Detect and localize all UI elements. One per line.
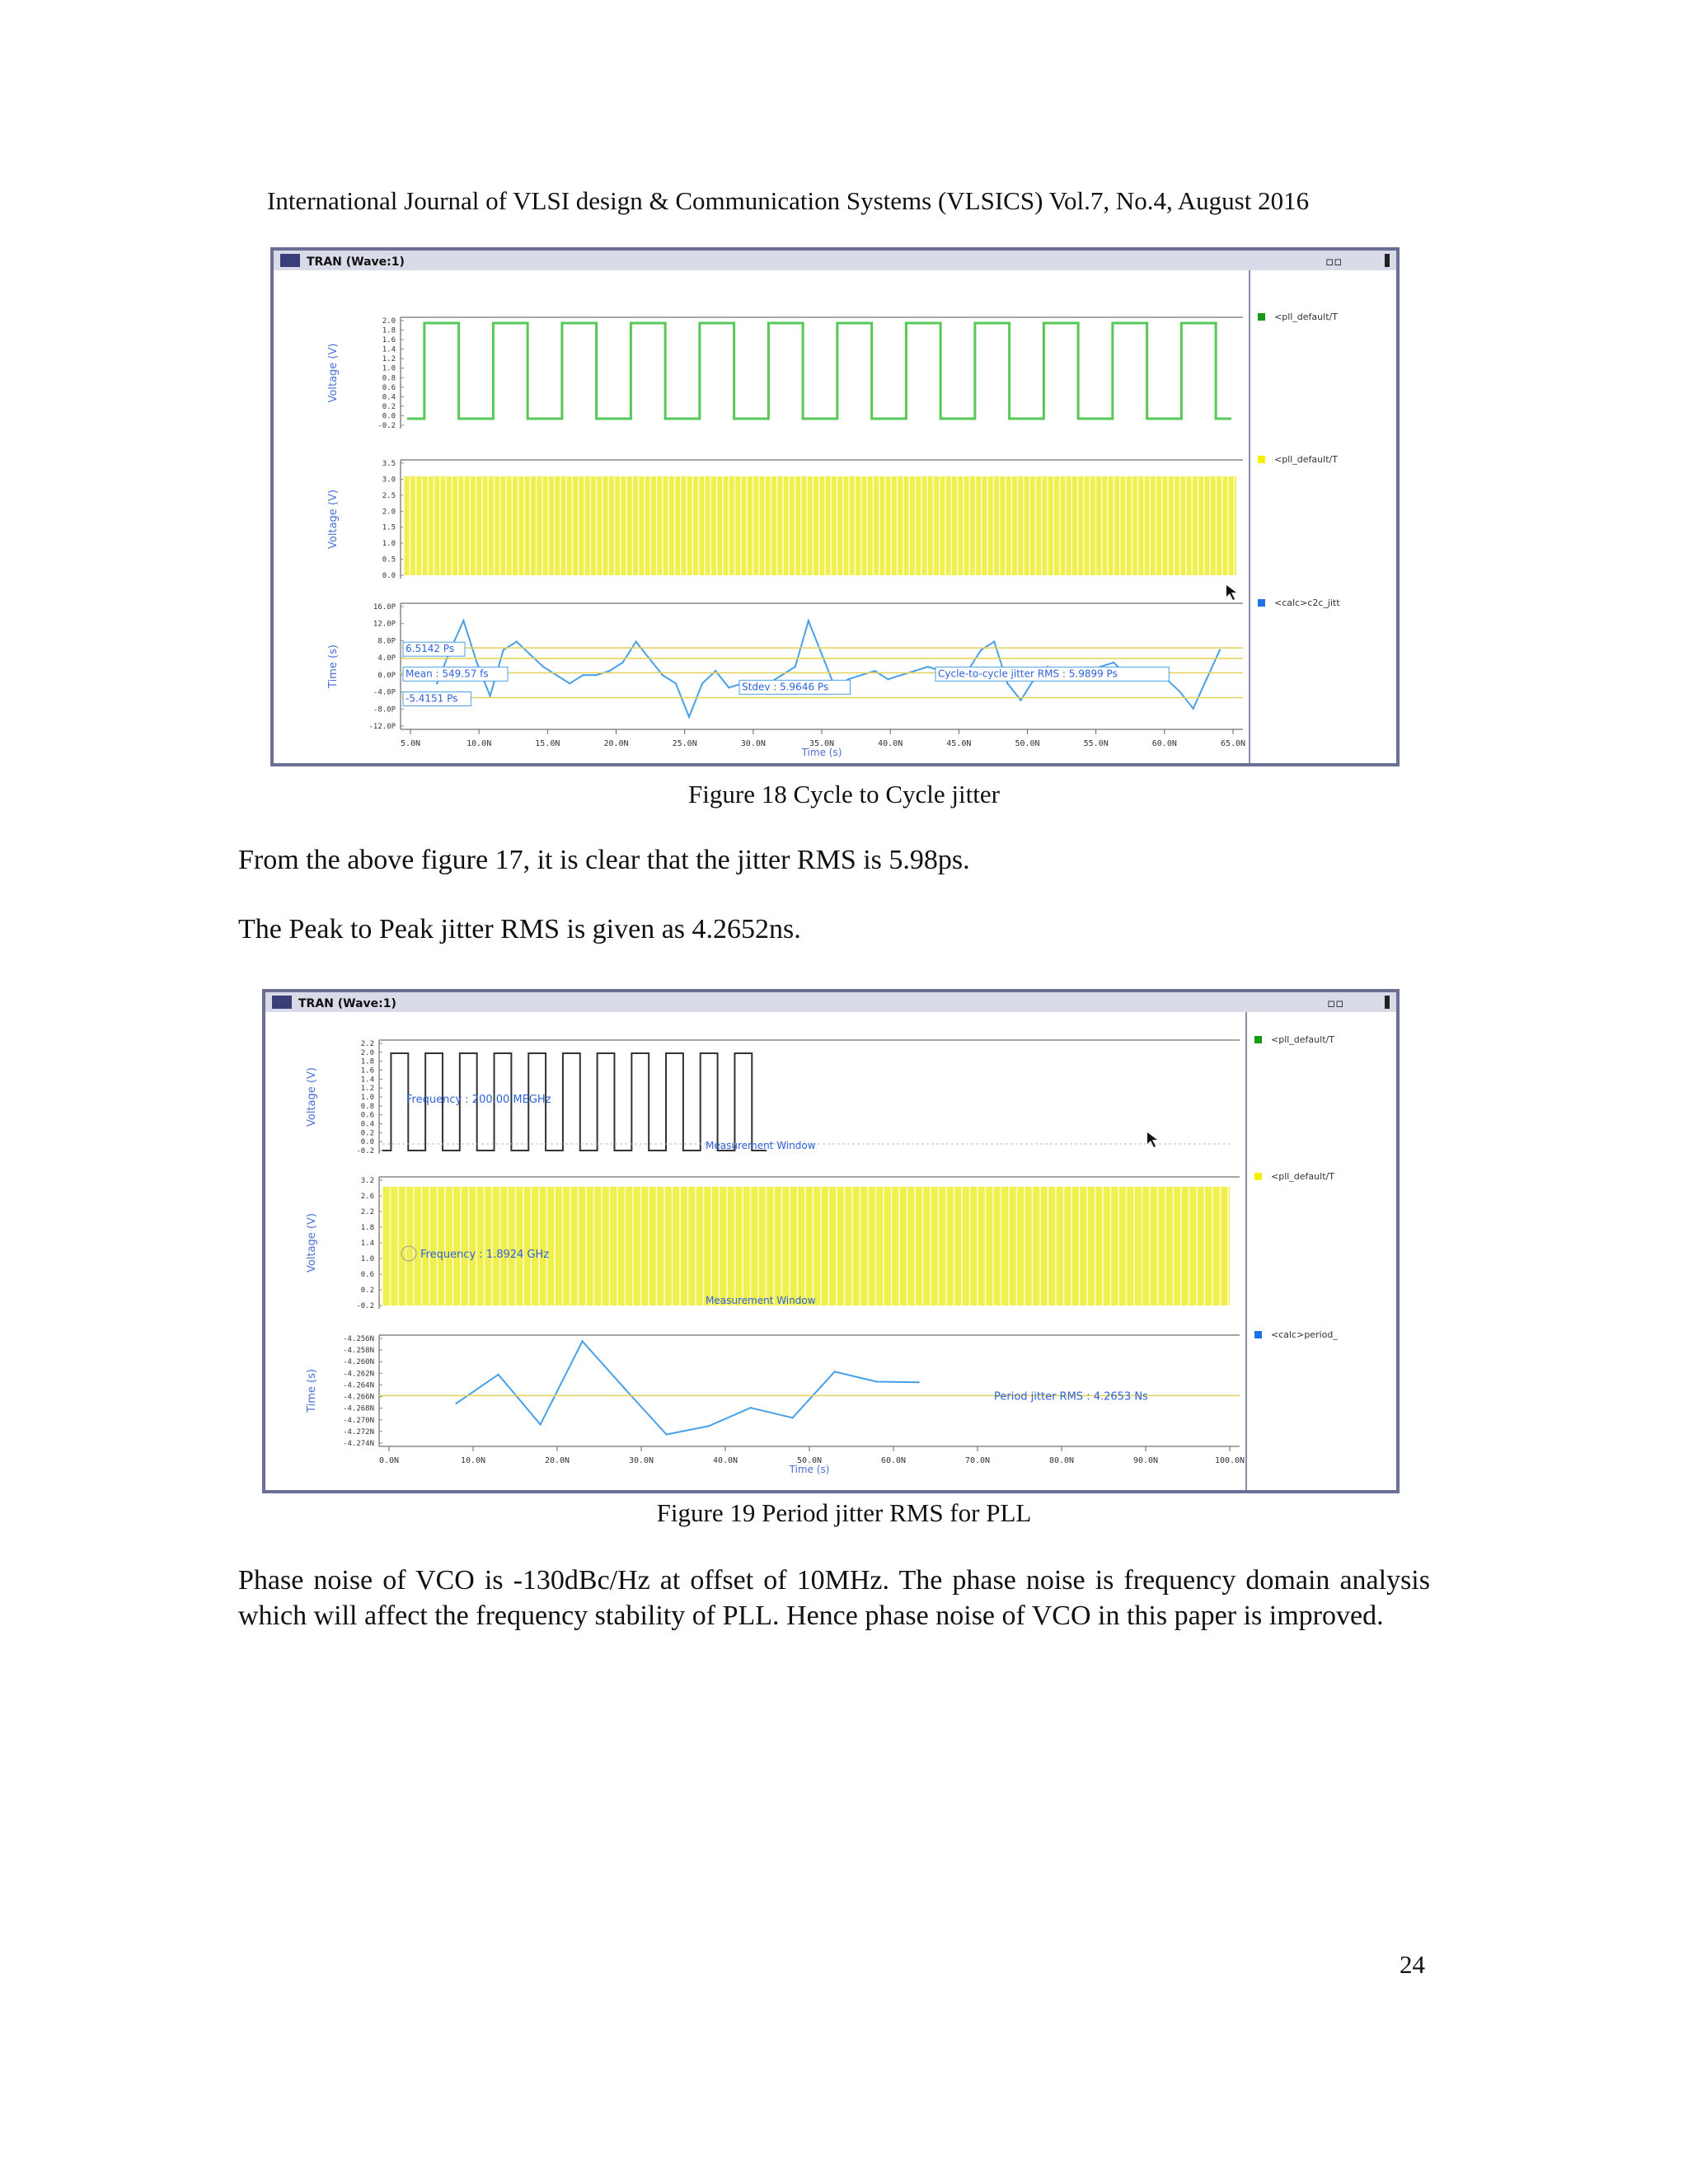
frequency-label: Frequency : 200.00 MEGHz bbox=[406, 1094, 551, 1106]
y-tick-label: 1.2 bbox=[360, 1085, 374, 1094]
y-tick-label: -4.274N bbox=[343, 1440, 374, 1448]
y-tick-label: 1.0 bbox=[382, 364, 396, 373]
annotation-mean: Mean : 549.57 fs bbox=[406, 668, 489, 680]
data-point bbox=[476, 662, 477, 663]
app-icon bbox=[272, 996, 292, 1009]
data-point bbox=[1113, 662, 1114, 663]
y-tick-label: 1.4 bbox=[360, 1076, 374, 1085]
y-tick-label: 0.6 bbox=[382, 383, 396, 392]
y-tick-label: -4.272N bbox=[343, 1427, 374, 1436]
data-point bbox=[489, 695, 490, 696]
legend-label: <pll_default/T bbox=[1271, 1171, 1334, 1182]
paragraph-2: The Peak to Peak jitter RMS is given as 4.2652ns. bbox=[238, 914, 801, 944]
data-point bbox=[1206, 678, 1207, 680]
title-bar bbox=[265, 992, 1396, 1012]
data-point bbox=[529, 654, 531, 655]
close-icon[interactable] bbox=[1385, 996, 1390, 1009]
y-tick-label: 2.2 bbox=[360, 1040, 374, 1048]
x-axis-label: Time (s) bbox=[801, 747, 842, 758]
data-point bbox=[635, 640, 636, 642]
x-tick-label: 15.0N bbox=[535, 739, 560, 748]
y-tick-label: 1.0 bbox=[360, 1094, 374, 1102]
legend-swatch bbox=[1254, 1173, 1262, 1180]
annotation-stdev: Stdev : 5.9646 Ps bbox=[742, 681, 829, 693]
y-tick-label: 0.6 bbox=[360, 1271, 374, 1279]
data-point bbox=[675, 682, 677, 684]
x-tick-label: 10.0N bbox=[467, 739, 492, 748]
window-title: TRAN (Wave:1) bbox=[298, 997, 396, 1010]
data-point bbox=[1193, 708, 1194, 710]
data-point bbox=[728, 687, 729, 688]
y-tick-label: -4.270N bbox=[343, 1416, 374, 1425]
y-tick-label: 3.2 bbox=[360, 1177, 374, 1185]
data-point bbox=[821, 654, 823, 655]
y-tick-label: 1.5 bbox=[382, 523, 396, 532]
annotation-rms: Period jitter RMS : 4.2653 Ns bbox=[994, 1390, 1148, 1404]
x-tick-label: 35.0N bbox=[809, 739, 835, 748]
data-point bbox=[833, 1371, 835, 1372]
y-tick-label: 0.0 bbox=[360, 1138, 374, 1147]
legend-swatch bbox=[1258, 313, 1265, 321]
x-tick-label: 60.0N bbox=[880, 1456, 907, 1465]
data-point bbox=[860, 674, 862, 676]
legend-label: <pll_default/T bbox=[1274, 312, 1338, 322]
legend-swatch bbox=[1254, 1036, 1262, 1043]
y-tick-label: -0.2 bbox=[356, 1147, 374, 1155]
y-axis-label: Time (s) bbox=[306, 1369, 318, 1413]
data-point bbox=[539, 1423, 541, 1425]
y-tick-label: 1.2 bbox=[382, 355, 396, 364]
data-point bbox=[581, 1340, 583, 1342]
data-point bbox=[556, 674, 557, 676]
window-title: TRAN (Wave:1) bbox=[307, 255, 405, 269]
data-point bbox=[569, 682, 570, 684]
page-number: 24 bbox=[1400, 1950, 1425, 1979]
data-point bbox=[455, 1403, 457, 1404]
y-axis-label: Time (s) bbox=[327, 644, 340, 688]
y-tick-label: -0.2 bbox=[356, 1302, 374, 1310]
data-point bbox=[875, 1380, 877, 1382]
y-tick-label: 1.4 bbox=[360, 1240, 374, 1248]
data-point bbox=[436, 682, 438, 684]
data-point bbox=[781, 674, 783, 676]
x-tick-label: 5.0N bbox=[400, 739, 421, 748]
y-tick-label: 0.8 bbox=[382, 374, 396, 383]
figure-18 bbox=[270, 247, 1400, 766]
data-point bbox=[887, 678, 889, 680]
data-point bbox=[715, 670, 716, 672]
y-tick-label: 0.5 bbox=[382, 555, 396, 565]
y-tick-label: -4.262N bbox=[343, 1370, 374, 1379]
y-tick-label: -4.268N bbox=[343, 1404, 374, 1413]
paragraph-3: Phase noise of VCO is -130dBc/Hz at offset of 10MHz. The phase noise is frequency domain analysis which will affect the frequency stability of PLL. Hence phase noise of VCO in this paper is improved. bbox=[238, 1565, 1430, 1631]
y-tick-label: 0.0P bbox=[377, 671, 396, 680]
y-tick-label: 0.4 bbox=[360, 1120, 374, 1129]
y-tick-label: 0.0 bbox=[382, 412, 396, 421]
y-tick-label: 0.2 bbox=[382, 402, 396, 411]
data-point bbox=[1179, 691, 1180, 692]
frequency-label: Frequency : 1.8924 GHz bbox=[420, 1249, 550, 1261]
data-point bbox=[623, 1387, 625, 1389]
y-axis-label: Voltage (V) bbox=[306, 1213, 318, 1272]
data-point bbox=[795, 666, 796, 668]
data-point bbox=[707, 1425, 709, 1427]
y-tick-label: 3.0 bbox=[382, 476, 396, 485]
x-tick-label: 90.0N bbox=[1132, 1456, 1159, 1465]
figure-19-caption: Figure 19 Period jitter RMS for PLL bbox=[656, 1498, 1032, 1527]
x-tick-label: 55.0N bbox=[1083, 739, 1109, 748]
data-point bbox=[688, 716, 690, 718]
y-tick-label: 2.0 bbox=[360, 1048, 374, 1057]
data-point bbox=[542, 666, 544, 668]
restore-icon[interactable]: ▫▫ bbox=[1325, 254, 1343, 269]
title-bar bbox=[274, 251, 1396, 270]
annotation-rms: Cycle-to-cycle jitter RMS : 5.9899 Ps bbox=[938, 668, 1118, 680]
x-tick-label: 20.0N bbox=[544, 1456, 570, 1465]
data-point bbox=[900, 674, 902, 676]
legend-pane bbox=[1246, 1012, 1396, 1490]
y-tick-label: 2.6 bbox=[360, 1193, 374, 1201]
data-point bbox=[462, 620, 464, 621]
y-axis-label: Voltage (V) bbox=[306, 1067, 318, 1127]
y-tick-label: 2.5 bbox=[382, 491, 396, 500]
vco-trace-fill bbox=[404, 476, 1236, 575]
measurement-window-label: Measurement Window bbox=[706, 1140, 816, 1151]
x-tick-label: 65.0N bbox=[1220, 739, 1246, 748]
figure-18-caption: Figure 18 Cycle to Cycle jitter bbox=[688, 780, 1000, 808]
data-point bbox=[749, 1407, 751, 1408]
running-header: International Journal of VLSI design & Communication Systems (VLSICS) Vol.7, No.4, August 2016 bbox=[267, 186, 1310, 215]
data-point bbox=[595, 674, 597, 676]
x-tick-label: 45.0N bbox=[946, 739, 972, 748]
close-icon[interactable] bbox=[1385, 254, 1390, 267]
x-tick-label: 10.0N bbox=[460, 1456, 486, 1465]
data-point bbox=[701, 682, 703, 684]
y-tick-label: 1.6 bbox=[382, 336, 396, 345]
x-tick-label: 0.0N bbox=[378, 1456, 400, 1465]
y-tick-label: 2.2 bbox=[360, 1208, 374, 1216]
y-tick-label: 1.4 bbox=[382, 345, 396, 354]
y-tick-label: -12.0P bbox=[368, 723, 396, 731]
app-icon bbox=[280, 254, 300, 267]
x-tick-label: 30.0N bbox=[628, 1456, 654, 1465]
y-tick-label: 1.8 bbox=[360, 1057, 374, 1066]
x-tick-label: 40.0N bbox=[878, 739, 903, 748]
y-tick-label: 8.0P bbox=[377, 637, 396, 646]
figure-19 bbox=[262, 989, 1400, 1493]
y-tick-label: 3.5 bbox=[382, 460, 396, 468]
data-point bbox=[1219, 649, 1221, 651]
data-point bbox=[874, 670, 875, 672]
y-tick-label: -8.0P bbox=[373, 705, 396, 715]
x-tick-label: 80.0N bbox=[1048, 1456, 1075, 1465]
x-axis-label: Time (s) bbox=[789, 1464, 830, 1475]
y-tick-label: 4.0P bbox=[377, 654, 396, 663]
y-tick-label: 1.8 bbox=[382, 326, 396, 335]
data-point bbox=[1020, 699, 1021, 701]
y-axis-label: Voltage (V) bbox=[327, 343, 340, 403]
data-point bbox=[917, 1381, 919, 1383]
y-tick-label: -4.260N bbox=[343, 1358, 374, 1367]
x-tick-label: 60.0N bbox=[1151, 739, 1177, 748]
x-tick-label: 100.0N bbox=[1214, 1456, 1245, 1465]
y-tick-label: 0.8 bbox=[360, 1102, 374, 1111]
legend-label: <calc>c2c_jitt bbox=[1274, 598, 1340, 608]
y-axis-label: Voltage (V) bbox=[327, 490, 340, 549]
data-point bbox=[993, 640, 995, 642]
data-point bbox=[791, 1417, 793, 1418]
x-tick-label: 20.0N bbox=[603, 739, 629, 748]
data-point bbox=[608, 670, 610, 672]
y-tick-label: -4.264N bbox=[343, 1381, 374, 1390]
data-point bbox=[662, 674, 663, 676]
legend-swatch bbox=[1254, 1331, 1262, 1338]
x-tick-label: 40.0N bbox=[712, 1456, 738, 1465]
data-point bbox=[497, 1374, 499, 1376]
y-tick-label: 1.0 bbox=[360, 1255, 374, 1263]
data-point bbox=[621, 662, 623, 663]
y-tick-label: 0.4 bbox=[382, 393, 396, 402]
measurement-window-label: Measurement Window bbox=[706, 1295, 816, 1306]
x-tick-label: 30.0N bbox=[740, 739, 766, 748]
y-tick-label: 12.0P bbox=[373, 620, 396, 629]
legend-label: <pll_default/T bbox=[1274, 454, 1338, 465]
y-tick-label: -4.256N bbox=[343, 1335, 374, 1343]
data-point bbox=[927, 666, 929, 668]
y-tick-label: 2.0 bbox=[382, 317, 396, 326]
data-point bbox=[502, 649, 504, 651]
y-tick-label: 1.6 bbox=[360, 1066, 374, 1076]
y-tick-label: 0.6 bbox=[360, 1111, 374, 1120]
y-tick-label: 0.0 bbox=[382, 572, 396, 580]
y-tick-label: 1.0 bbox=[382, 540, 396, 549]
y-tick-label: 0.2 bbox=[360, 1286, 374, 1295]
x-tick-label: 50.0N bbox=[1015, 739, 1040, 748]
y-tick-label: 2.0 bbox=[382, 508, 396, 517]
y-tick-label: 0.2 bbox=[360, 1129, 374, 1138]
legend-pane bbox=[1250, 270, 1396, 763]
legend-swatch bbox=[1258, 456, 1265, 463]
y-tick-label: 1.8 bbox=[360, 1224, 374, 1232]
legend-swatch bbox=[1258, 599, 1265, 607]
y-tick-label: -4.266N bbox=[343, 1393, 374, 1402]
annotation-max: 6.5142 Ps bbox=[406, 643, 455, 655]
paragraph-1: From the above figure 17, it is clear that the jitter RMS is 5.98ps. bbox=[238, 845, 970, 875]
data-point bbox=[1006, 682, 1008, 684]
y-tick-label: -4.258N bbox=[343, 1347, 374, 1356]
legend-label: <pll_default/T bbox=[1271, 1034, 1334, 1045]
legend-label: <calc>period_ bbox=[1271, 1329, 1338, 1340]
x-tick-label: 70.0N bbox=[964, 1456, 991, 1465]
annotation-min: -5.4151 Ps bbox=[406, 692, 458, 705]
x-tick-label: 50.0N bbox=[796, 1456, 823, 1465]
data-point bbox=[582, 674, 584, 676]
restore-icon[interactable]: ▫▫ bbox=[1327, 996, 1344, 1010]
data-point bbox=[913, 670, 915, 672]
y-tick-label: 16.0P bbox=[373, 603, 396, 612]
x-tick-label: 25.0N bbox=[672, 739, 697, 748]
data-point bbox=[980, 649, 982, 651]
y-tick-label: -0.2 bbox=[377, 422, 396, 430]
data-point bbox=[665, 1433, 667, 1435]
data-point bbox=[516, 640, 518, 642]
data-point bbox=[808, 620, 809, 621]
y-tick-label: -4.0P bbox=[373, 688, 396, 697]
